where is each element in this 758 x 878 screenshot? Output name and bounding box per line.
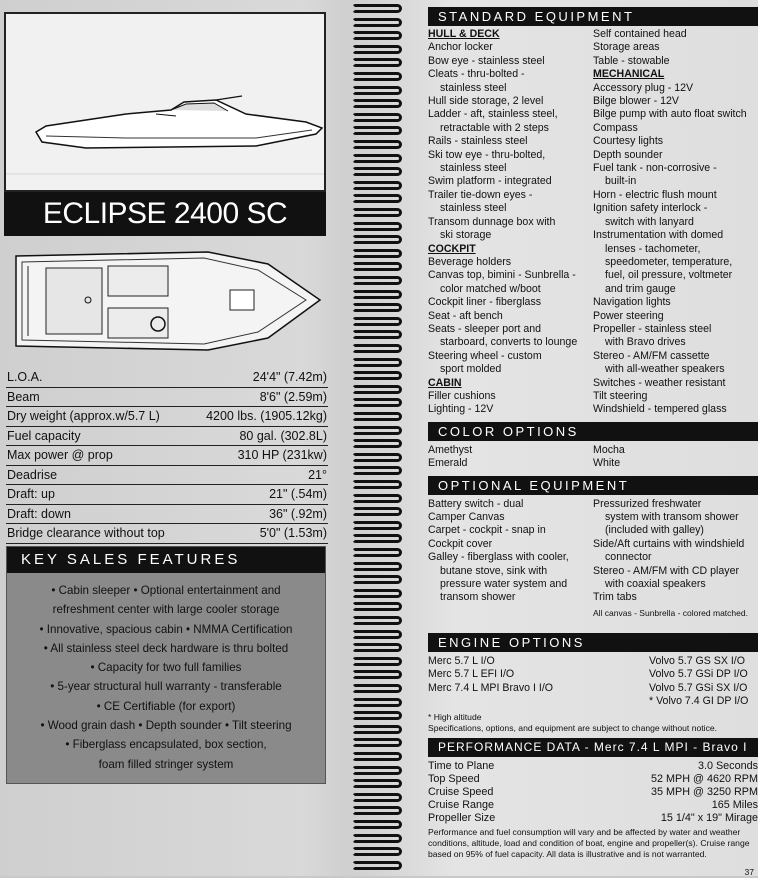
binding-coil xyxy=(352,630,402,639)
equipment-item: color matched w/boot xyxy=(440,282,541,295)
binding-coil xyxy=(352,616,402,625)
spec-value: 21" (.54m) xyxy=(269,487,327,501)
equipment-item: and trim gauge xyxy=(605,282,676,295)
binding-coil xyxy=(352,806,402,815)
binding-coil xyxy=(352,439,402,448)
equipment-item: transom shower xyxy=(440,591,516,604)
perf-label: Cruise Range xyxy=(428,799,495,812)
boat-top-view-image xyxy=(8,246,326,356)
equipment-item: Cockpit liner - fiberglass xyxy=(428,296,542,309)
engine-footnote: * High altitude xyxy=(428,712,482,723)
spec-value: 4200 lbs. (1905.12kg) xyxy=(206,409,327,423)
equipment-item: Canvas top, bimini - Sunbrella - xyxy=(428,269,576,282)
binding-coil xyxy=(352,711,402,720)
spec-value: 8'6" (2.59m) xyxy=(259,389,327,404)
performance-row xyxy=(428,786,758,799)
equipment-item: built-in xyxy=(605,175,637,188)
equipment-item: lenses - tachometer, xyxy=(605,242,701,255)
equipment-item: Side/Aft curtains with windshield xyxy=(593,537,745,550)
equipment-item: Galley - fiberglass with cooler, xyxy=(428,551,569,564)
optional-equipment-left-column xyxy=(428,498,593,619)
model-title: ECLIPSE 2400 SC xyxy=(4,192,326,236)
binding-coil xyxy=(352,412,402,421)
spec-label: Draft: up xyxy=(7,487,55,501)
equipment-item: system with transom shower xyxy=(605,511,739,523)
standard-equipment-heading: STANDARD EQUIPMENT xyxy=(428,7,758,26)
equipment-item: Courtesy lights xyxy=(593,135,664,148)
equipment-item: connector xyxy=(605,551,652,564)
binding-coil xyxy=(352,181,402,190)
equipment-item: Bow eye - stainless steel xyxy=(428,54,545,67)
equipment-item: with all-weather speakers xyxy=(605,363,725,376)
binding-coil xyxy=(352,861,402,870)
optional-equipment-note: All canvas - Sunbrella - colored matched. xyxy=(593,607,748,618)
feature-line: refreshment center with large cooler storage xyxy=(52,603,280,617)
binding-coil xyxy=(352,303,402,312)
spec-row xyxy=(6,388,328,408)
equipment-item: Bilge blower - 12V xyxy=(593,95,679,108)
spec-row xyxy=(6,368,328,388)
binding-coil xyxy=(352,4,402,13)
equipment-item: Stereo - AM/FM with CD player xyxy=(593,564,739,577)
equipment-item: Power steering xyxy=(593,309,664,322)
right-page xyxy=(428,0,758,876)
engine-option: Merc 5.7 L I/O xyxy=(428,654,495,667)
perf-label: Cruise Speed xyxy=(428,786,494,799)
binding-coil xyxy=(352,208,402,217)
spec-label: Draft: down xyxy=(7,506,71,521)
binding-coil xyxy=(352,766,402,775)
binding-coil xyxy=(352,779,402,788)
equipment-item: Swim platform - integrated xyxy=(428,175,552,188)
equipment-item: Storage areas xyxy=(593,41,660,54)
performance-disclaimer: Performance and fuel consumption will vary and be affected by water and weather conditions, altitude, load and condition of boat, engine and propeller(s). Cruise range based on 95% of fuel capacity. All data is illustrative and is not warranted. xyxy=(428,827,750,860)
performance-table xyxy=(428,760,758,825)
binding-coil xyxy=(352,670,402,679)
perf-value: 165 Miles xyxy=(711,799,758,812)
equipment-item: Seats - sleeper port and xyxy=(428,322,542,335)
binding-coil xyxy=(352,194,402,203)
binding-coil xyxy=(352,276,402,285)
color-option: Emerald xyxy=(428,457,468,470)
binding-coil xyxy=(352,262,402,271)
binding-coil xyxy=(352,738,402,747)
engine-option: * Volvo 7.4 GI DP I/O xyxy=(649,695,749,708)
engine-option: Merc 5.7 L EFI I/O xyxy=(428,668,515,681)
spec-row xyxy=(6,524,328,544)
equipment-item: Navigation lights xyxy=(593,296,671,309)
binding-coil xyxy=(352,113,402,122)
binding-coil xyxy=(352,222,402,231)
equipment-item: Transom dunnage box with xyxy=(428,215,556,228)
feature-line: • Capacity for two full families xyxy=(90,661,242,675)
performance-row xyxy=(428,760,758,773)
feature-line: • Wood grain dash • Depth sounder • Tilt steering xyxy=(40,719,292,733)
equipment-item: Horn - electric flush mount xyxy=(593,188,717,201)
spec-value: 36" (.92m) xyxy=(269,506,327,521)
equipment-item: switch with lanyard xyxy=(605,215,694,228)
equipment-item: Table - stowable xyxy=(593,54,670,67)
spec-row xyxy=(6,466,328,486)
equipment-item: Ignition safety interlock - xyxy=(593,202,708,215)
binding-coil xyxy=(352,548,402,557)
color-options-left-column xyxy=(428,444,593,471)
feature-line: • 5-year structural hull warranty - transferable xyxy=(50,680,282,694)
performance-row xyxy=(428,773,758,786)
color-options-heading: COLOR OPTIONS xyxy=(428,422,758,441)
equipment-item: Carpet - cockpit - snap in xyxy=(428,524,546,537)
equipment-subheading: CABIN xyxy=(428,376,462,389)
perf-label: Top Speed xyxy=(428,773,480,786)
equipment-item: Anchor locker xyxy=(428,41,493,54)
equipment-item: fuel, oil pressure, voltmeter xyxy=(605,269,733,282)
performance-row xyxy=(428,799,758,812)
equipment-item: Windshield - tempered glass xyxy=(593,403,727,416)
binding-coil xyxy=(352,344,402,353)
color-option: Amethyst xyxy=(428,443,473,456)
binding-coil xyxy=(352,371,402,380)
binding-coil xyxy=(352,86,402,95)
equipment-item: Depth sounder xyxy=(593,148,663,161)
engine-options-right-column xyxy=(593,655,758,709)
binding-coil xyxy=(352,290,402,299)
equipment-subheading: COCKPIT xyxy=(428,242,476,255)
binding-coil xyxy=(352,834,402,843)
color-option: White xyxy=(593,457,621,470)
equipment-item: Accessory plug - 12V xyxy=(593,81,694,94)
perf-value: 15 1/4" x 19" Mirage xyxy=(660,812,758,825)
binding-coil xyxy=(352,684,402,693)
boat-side-profile-image xyxy=(4,12,326,192)
binding-coil xyxy=(352,534,402,543)
equipment-item: starboard, converts to lounge xyxy=(440,336,578,349)
binding-coil xyxy=(352,154,402,163)
equipment-item: Cockpit cover xyxy=(428,537,493,550)
color-option: Mocha xyxy=(593,443,625,456)
standard-equipment-left-column xyxy=(428,28,593,417)
engine-option: Merc 7.4 L MPI Bravo I I/O xyxy=(428,681,554,694)
perf-label: Propeller Size xyxy=(428,812,496,825)
engine-option: Volvo 5.7 GSi SX I/O xyxy=(649,681,748,694)
binding-coil xyxy=(352,317,402,326)
equipment-item: sport molded xyxy=(440,363,502,376)
binding-coil xyxy=(352,793,402,802)
binding-coil xyxy=(352,453,402,462)
binding-coil xyxy=(352,385,402,394)
equipment-item: Compass xyxy=(593,121,638,134)
equipment-item: speedometer, temperature, xyxy=(605,255,733,268)
equipment-item: Filler cushions xyxy=(428,389,496,402)
equipment-item: Rails - stainless steel xyxy=(428,135,528,148)
binding-coil xyxy=(352,58,402,67)
binding-coil xyxy=(352,575,402,584)
binding-coil xyxy=(352,507,402,516)
binding-coil xyxy=(352,602,402,611)
equipment-item: Trim tabs xyxy=(593,591,637,604)
engine-options-left-column xyxy=(428,655,593,709)
binding-coil xyxy=(352,330,402,339)
spec-label: Max power @ prop xyxy=(7,448,113,462)
perf-value: 3.0 Seconds xyxy=(697,760,758,773)
binding-coil xyxy=(352,589,402,598)
spec-value: 5'0" (1.53m) xyxy=(259,526,327,540)
spec-label: Bridge clearance without top xyxy=(7,526,165,540)
spec-value: 21° xyxy=(308,467,327,482)
equipment-item: Fuel tank - non-corrosive - xyxy=(593,162,717,175)
binding-coil xyxy=(352,167,402,176)
spec-row xyxy=(6,427,328,447)
specifications-table xyxy=(6,368,328,544)
spiral-binding xyxy=(348,0,408,876)
equipment-item: stainless steel xyxy=(440,202,507,215)
binding-coil xyxy=(352,480,402,489)
feature-line: • Cabin sleeper • Optional entertainment and xyxy=(51,584,281,597)
spec-label: Dry weight (approx.w/5.7 L) xyxy=(7,409,160,423)
feature-line: • Fiberglass encapsulated, box section, xyxy=(65,738,267,752)
equipment-item: Lighting - 12V xyxy=(428,403,494,416)
binding-coil xyxy=(352,752,402,761)
spec-label: Fuel capacity xyxy=(7,428,81,443)
equipment-item: pressure water system and xyxy=(440,578,568,591)
equipment-subheading: MECHANICAL xyxy=(593,68,665,81)
binding-coil xyxy=(352,140,402,149)
binding-coil xyxy=(352,657,402,666)
equipment-item: stainless steel xyxy=(440,81,507,94)
equipment-item: Cleats - thru-bolted - xyxy=(428,68,525,81)
color-options-right-column xyxy=(593,444,758,471)
equipment-item: ski storage xyxy=(440,229,492,242)
perf-value: 35 MPH @ 3250 RPM xyxy=(651,786,758,799)
spec-value: 24'4" (7.42m) xyxy=(252,370,327,384)
equipment-item: Seat - aft bench xyxy=(428,309,503,322)
engine-option: Volvo 5.7 GS SX I/O xyxy=(649,654,745,667)
spec-row xyxy=(6,446,328,466)
binding-coil xyxy=(352,521,402,530)
spec-value: 80 gal. (302.8L) xyxy=(239,428,327,443)
perf-value: 52 MPH @ 4620 RPM xyxy=(651,773,758,786)
binding-coil xyxy=(352,426,402,435)
equipment-item: Ladder - aft, stainless steel, xyxy=(428,108,558,121)
feature-line: • CE Certifiable (for export) xyxy=(96,699,236,713)
key-sales-list xyxy=(7,573,325,782)
equipment-item: Instrumentation with domed xyxy=(593,229,724,242)
binding-coil xyxy=(352,72,402,81)
spec-row xyxy=(6,485,328,505)
binding-coil xyxy=(352,494,402,503)
binding-coil xyxy=(352,466,402,475)
spec-row xyxy=(6,407,328,427)
binding-coil xyxy=(352,99,402,108)
spec-value: 310 HP (231kw) xyxy=(237,448,327,462)
feature-line: • All stainless steel deck hardware is thru bolted xyxy=(43,641,289,655)
left-page xyxy=(0,0,340,876)
perf-label: Time to Plane xyxy=(428,760,495,773)
equipment-subheading: HULL & DECK xyxy=(428,28,500,40)
binding-coil xyxy=(352,249,402,258)
equipment-item: butane stove, sink with xyxy=(440,564,548,577)
spec-label: L.O.A. xyxy=(7,370,43,384)
equipment-item: with coaxial speakers xyxy=(605,578,706,591)
binding-coil xyxy=(352,698,402,707)
equipment-item: Ski tow eye - thru-bolted, xyxy=(428,148,546,161)
binding-coil xyxy=(352,725,402,734)
equipment-item: Switches - weather resistant xyxy=(593,376,726,389)
key-sales-heading: KEY SALES FEATURES xyxy=(7,547,325,573)
engine-option: Volvo 5.7 GSi DP I/O xyxy=(649,668,748,681)
performance-row xyxy=(428,812,758,825)
equipment-item: Stereo - AM/FM cassette xyxy=(593,349,710,362)
equipment-item: retractable with 2 steps xyxy=(440,121,549,134)
equipment-item: Battery switch - dual xyxy=(428,497,524,510)
binding-coil xyxy=(352,45,402,54)
equipment-item: Beverage holders xyxy=(428,255,512,268)
feature-line: • Innovative, spacious cabin • NMMA Certification xyxy=(39,622,293,636)
page-number: 37 xyxy=(744,867,754,877)
equipment-item: Tilt steering xyxy=(593,389,648,402)
optional-equipment-heading: OPTIONAL EQUIPMENT xyxy=(428,476,758,495)
binding-coil xyxy=(352,847,402,856)
binding-coil xyxy=(352,126,402,135)
feature-line: foam filled stringer system xyxy=(98,757,234,771)
equipment-item: with Bravo drives xyxy=(605,336,686,349)
key-sales-features-box xyxy=(6,546,326,784)
spec-row xyxy=(6,505,328,525)
equipment-item: Propeller - stainless steel xyxy=(593,322,712,335)
optional-equipment-right-column xyxy=(593,498,758,619)
equipment-item: Camper Canvas xyxy=(428,511,505,523)
equipment-item: Hull side storage, 2 level xyxy=(428,95,544,108)
binding-coil xyxy=(352,562,402,571)
spec-label: Deadrise xyxy=(7,467,58,482)
binding-coil xyxy=(352,358,402,367)
change-notice: Specifications, options, and equipment are subject to change without notice. xyxy=(428,723,718,734)
performance-data-heading: PERFORMANCE DATA - Merc 7.4 L MPI - Bravo I xyxy=(428,738,758,757)
standard-equipment-right-column xyxy=(593,28,758,417)
spec-label: Beam xyxy=(7,389,40,404)
equipment-item: (included with galley) xyxy=(605,524,704,537)
equipment-item: Bilge pump with auto float switch xyxy=(593,108,747,121)
binding-coil xyxy=(352,31,402,40)
binding-coil xyxy=(352,18,402,27)
binding-coil xyxy=(352,398,402,407)
binding-coil xyxy=(352,643,402,652)
binding-coil xyxy=(352,820,402,829)
equipment-item: Trailer tie-down eyes - xyxy=(428,188,533,201)
equipment-item: stainless steel xyxy=(440,162,507,175)
equipment-item: Steering wheel - custom xyxy=(428,349,542,362)
binding-coil xyxy=(352,235,402,244)
equipment-item: Pressurized freshwater xyxy=(593,497,702,510)
engine-options-heading: ENGINE OPTIONS xyxy=(428,633,758,652)
equipment-item: Self contained head xyxy=(593,28,687,40)
